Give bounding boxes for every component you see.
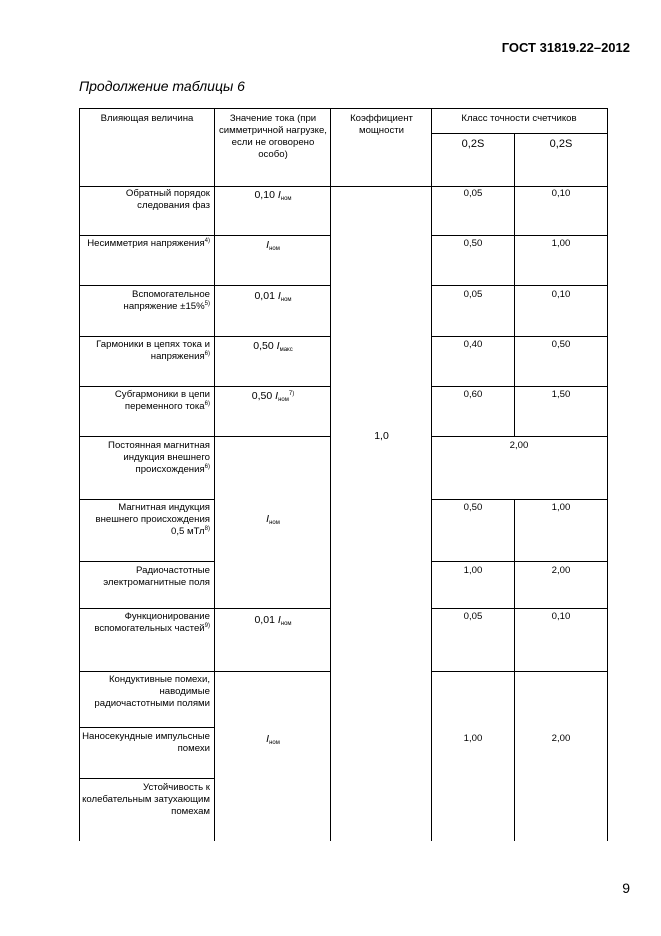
class-b-value: 0,50: [551, 339, 571, 350]
standard-number: ГОСТ 31819.22–2012: [501, 40, 630, 55]
current-value: 0,10 $I_{ном}$: [254, 189, 292, 202]
row-line: [431, 336, 607, 337]
row-name: Функционирование вспомогательных частей$^{9)}$: [94, 611, 210, 634]
row-line: [79, 561, 215, 562]
current-value-shared: $I_{ном}$: [266, 513, 280, 526]
class-b-value: 1,00: [551, 502, 571, 513]
row-line: [214, 235, 331, 236]
power-factor-value: 1,0: [374, 430, 389, 442]
page-number: 9: [622, 880, 630, 896]
row-line: [431, 499, 607, 500]
class-b-value: 0,10: [551, 289, 571, 300]
current-value-shared: $I_{ном}$: [266, 733, 280, 746]
row-name: Наносекундные импульсные помехи: [82, 731, 210, 754]
class-b-value: 0,10: [551, 611, 571, 622]
row-name: Субгармоники в цепи переменного тока$^{6)}$: [114, 389, 210, 412]
row-line: [431, 671, 607, 672]
header-influence: Влияющая величина: [100, 113, 194, 124]
current-value: 0,50 $I_{ном}^{7)}$: [251, 390, 295, 403]
row-name: Несимметрия напряжения$^{4)}$: [87, 238, 210, 249]
row-line: [431, 386, 607, 387]
header-power-factor: Коэффициент мощности: [350, 113, 413, 136]
row-line: [431, 235, 607, 236]
row-name: Кондуктивные помехи, наводимые радиочастотными полями: [94, 674, 210, 709]
class-b-value: 2,00: [551, 733, 571, 744]
header-class-b: 0,2S: [549, 138, 573, 150]
class-a-value: 0,50: [463, 238, 483, 249]
class-a-value: 0,40: [463, 339, 483, 350]
class-merged-value: 2,00: [509, 440, 529, 451]
current-value: 0,01 $I_{ном}$: [254, 614, 292, 627]
row-line: [431, 285, 607, 286]
table-top-border: [79, 108, 607, 109]
class-a-value: 0,05: [463, 188, 483, 199]
row-name: Магнитная индукция внешнего происхождения 0,5 мТл$^{8)}$: [95, 502, 210, 537]
table-continuation-caption: Продолжение таблицы 6: [79, 78, 245, 94]
row-line: [79, 436, 215, 437]
row-line: [79, 727, 215, 728]
row-line: [431, 436, 607, 437]
row-name: Вспомогательное напряжение ±15%$^{5)}$: [123, 289, 210, 312]
class-a-value: 0,60: [463, 389, 483, 400]
row-line: [79, 285, 215, 286]
row-line: [431, 608, 607, 609]
class-b-value: 0,10: [551, 188, 571, 199]
row-line: [214, 608, 331, 609]
row-name: Обратный порядок следования фаз: [125, 188, 210, 211]
row-line: [79, 336, 215, 337]
current-value: 0,01 $I_{ном}$: [254, 290, 292, 303]
row-line: [79, 671, 215, 672]
table-right-border: [607, 108, 608, 841]
header-accuracy-class: Класс точности счетчиков: [461, 113, 577, 124]
row-line: [214, 671, 331, 672]
row-name: Радиочастотные электромагнитные поля: [103, 565, 210, 588]
row-name: Постоянная магнитная индукция внешнего происхождения$^{6)}$: [108, 440, 210, 475]
row-line: [431, 561, 607, 562]
header-current: Значение тока (при симметричной нагрузке, если не оговорено особо): [219, 113, 327, 160]
class-a-value: 1,00: [463, 565, 483, 576]
row-line: [214, 436, 331, 437]
class-a-value: 0,05: [463, 289, 483, 300]
row-line: [214, 285, 331, 286]
row-line: [214, 386, 331, 387]
row-name: Гармоники в цепях тока и напряжения$^{6)}$: [96, 339, 210, 362]
class-b-value: 2,00: [551, 565, 571, 576]
row-line: [79, 235, 215, 236]
class-a-value: 0,05: [463, 611, 483, 622]
table-left-border: [79, 108, 80, 841]
col-divider-1: [214, 108, 215, 841]
row-line: [79, 608, 215, 609]
class-a-value: 1,00: [463, 733, 483, 744]
col-divider-3: [431, 108, 432, 841]
class-b-value: 1,50: [551, 389, 571, 400]
row-name: Устойчивость к колебательным затухающим помехам: [82, 782, 210, 817]
class-divider-lower: [514, 499, 515, 841]
current-value: 0,50 $I_{макс}$: [253, 340, 293, 353]
current-value: $I_{ном}$: [266, 239, 280, 252]
class-subheader-line: [431, 133, 607, 134]
class-a-value: 0,50: [463, 502, 483, 513]
header-class-a: 0,2S: [461, 138, 485, 150]
row-line: [79, 386, 215, 387]
row-line: [79, 499, 215, 500]
col-divider-2: [330, 108, 331, 841]
row-line: [79, 778, 215, 779]
class-b-value: 1,00: [551, 238, 571, 249]
row-line: [214, 336, 331, 337]
